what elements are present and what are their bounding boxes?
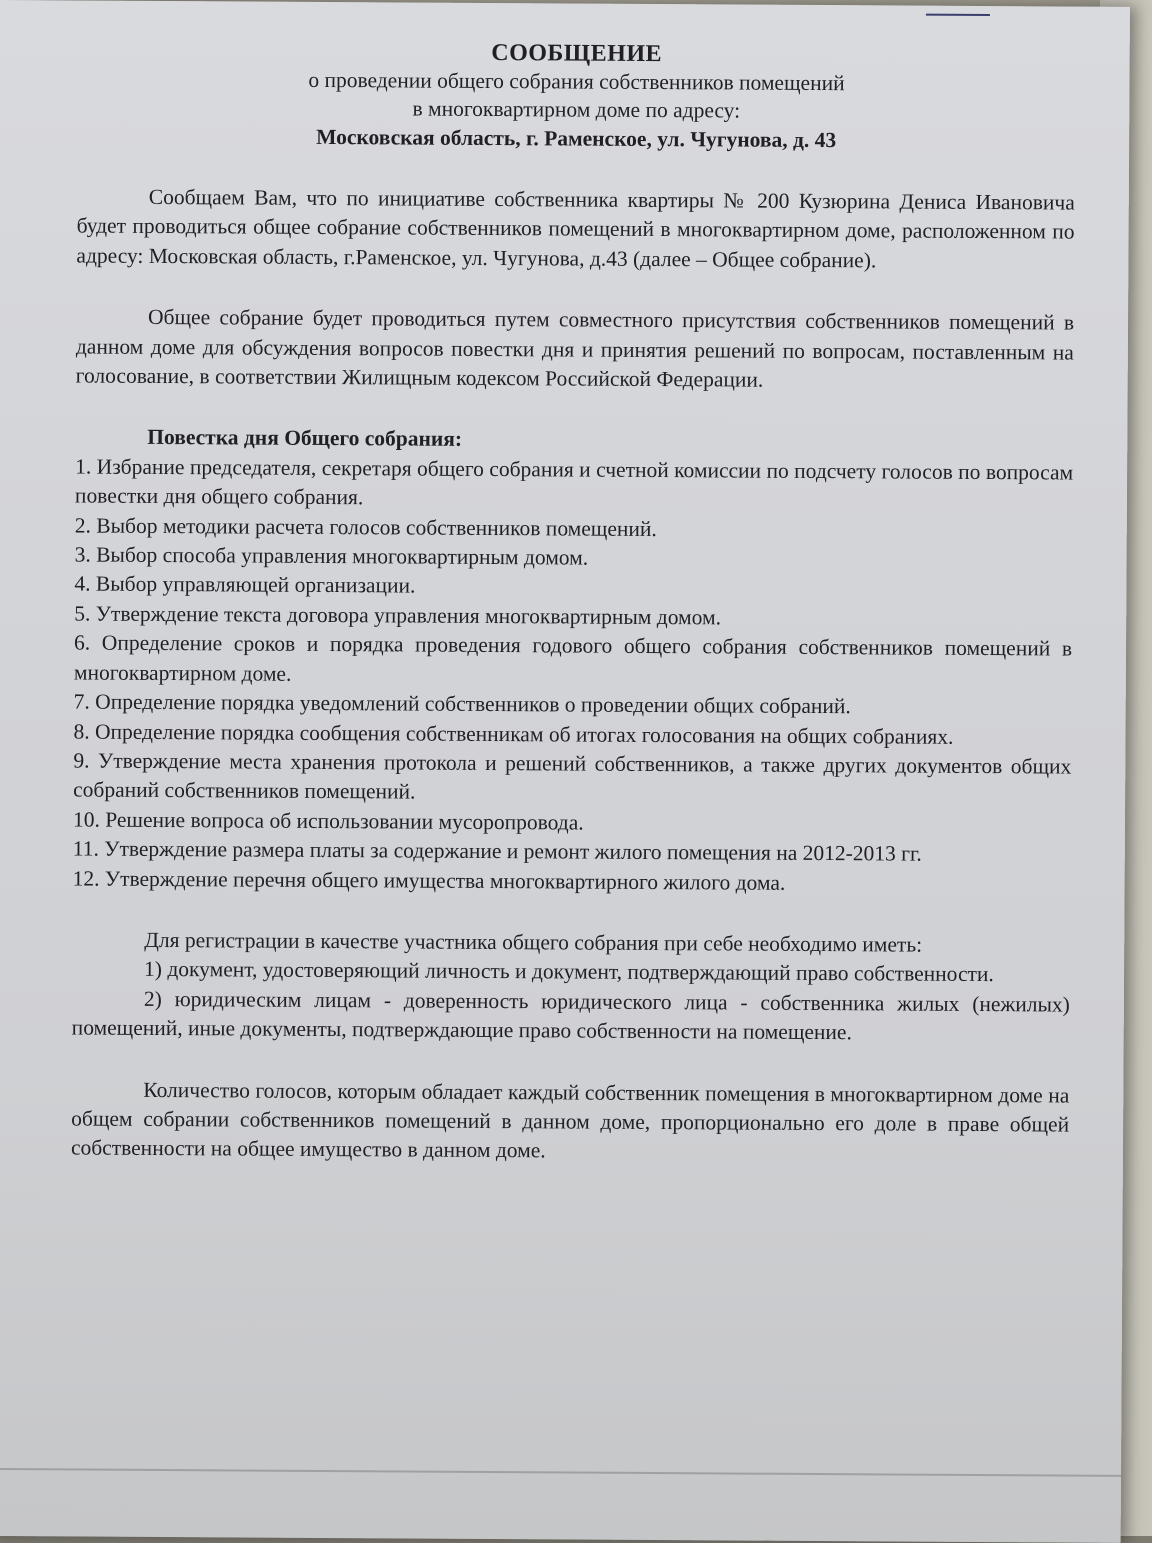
meeting-form-paragraph: Общее собрание будет проводиться путем совместного присутствия собственников помещений в данном доме для обсуждения вопросов повестки дня и принятия решений по вопросам, поставленным на голосование, в соответствии Жилищным кодексом Российской Федерации. — [75, 305, 1075, 392]
agenda-list — [73, 452, 1074, 899]
agenda-heading: Повестка дня Общего собрания: — [147, 425, 463, 452]
agenda-item: 12. Утверждение перечня общего имущества многоквартирного жилого дома. — [72, 865, 786, 895]
document-body — [71, 30, 1076, 1169]
agenda-item: 8. Определение порядка сообщения собственникам об итогах голосования на общих собраниях. — [73, 718, 954, 749]
agenda-item: 5. Утверждение текста договора управления многоквартирным домом. — [74, 601, 722, 630]
agenda-item: 4. Выбор управляющей организации. — [74, 571, 416, 599]
votes-paragraph: Количество голосов, которым обладает каждый собственник помещения в многоквартирном доме на общем собрании собственников помещений в данном доме, пропорционально его доле в праве общей собственности на общее имущество в данном доме. — [70, 1077, 1070, 1163]
registration-item-1: 1) документ, удостоверяющий личность и документ, подтверждающий право собственности. — [144, 957, 994, 987]
paper-fold-line — [0, 1468, 1121, 1477]
initiative-paragraph: Сообщаем Вам, что по инициативе собственника квартиры № 200 Кузюрина Дениса Ивановича будет проводиться общее собрание собственников помещений в многоквартирном доме, расположенном по адресу: Московская область, г.Раменское, ул. Чугунова, д.43 (далее – Общее собрание). — [76, 184, 1075, 273]
agenda-item: 1. Избрание председателя, секретаря общего собрания и счетной комиссии по подсчету голосов по вопросам повестки дня общего собрания. — [74, 454, 1074, 510]
agenda-item: 7. Определение порядка уведомлений собственников о проведении общих собраний. — [73, 689, 851, 719]
document-address: Московская область, г. Раменское, ул. Чугунова, д. 43 — [316, 124, 837, 153]
agenda-item: 6. Определение сроков и порядка проведения годового общего собрания собственников помещений в многоквартирном доме. — [73, 630, 1073, 686]
agenda-item: 2. Выбор методики расчета голосов собственников помещений. — [74, 513, 657, 541]
agenda-item: 3. Выбор способа управления многоквартирным домом. — [74, 542, 589, 570]
agenda-item: 9. Утверждение места хранения протокола и решений собственников, а также других документов общих собраний собственников помещений. — [73, 748, 1072, 804]
top-handwritten-mark — [926, 0, 990, 16]
document-subtitle-line2: в многоквартирном доме по адресу: — [412, 96, 741, 123]
document-subtitle-line1: о проведении общего собрания собственников помещений — [308, 67, 845, 96]
registration-item-2: 2) юридическим лицам - доверенность юридического лица - собственника жилых (нежилых) помещений, иные документы, подтверждающие право собственности на помещение. — [71, 986, 1070, 1045]
document-title: СООБЩЕНИЕ — [491, 40, 663, 68]
agenda-item: 10. Решение вопроса об использовании мусоропровода. — [72, 807, 584, 835]
agenda-item: 11. Утверждение размера платы за содержание и ремонт жилого помещения на 2012-2013 гг. — [72, 836, 922, 866]
registration-intro: Для регистрации в качестве участника общего собрания при себе необходимо иметь: — [144, 927, 923, 957]
